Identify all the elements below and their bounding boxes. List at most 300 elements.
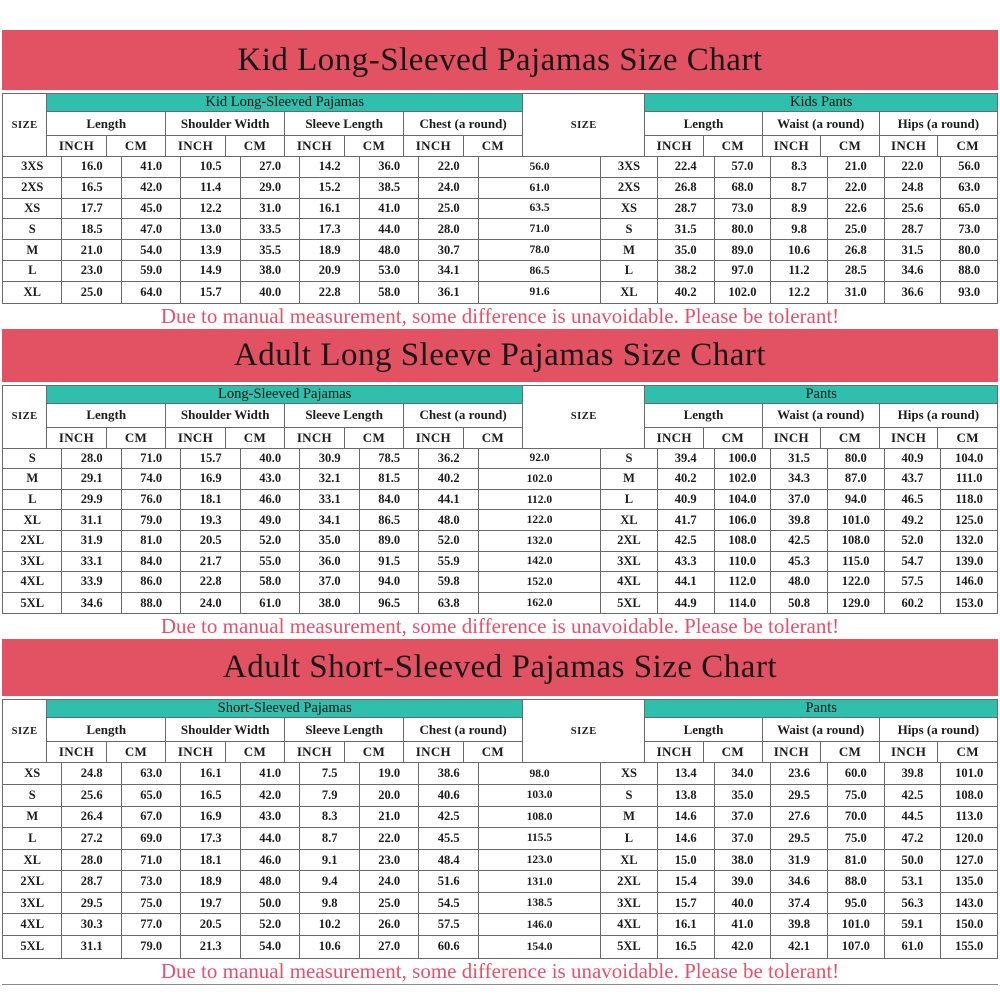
table-cell: 30.7 [419, 240, 478, 261]
table-cell: 135.0 [941, 871, 997, 893]
table-cell: 61.0 [885, 936, 942, 958]
pants-measure-headers [645, 404, 997, 428]
table-cell: 16.1 [300, 199, 359, 220]
table-row [3, 572, 997, 593]
table-cell: 59.0 [122, 261, 181, 282]
table-row [3, 893, 997, 915]
table-cell: M [601, 469, 658, 490]
table-cell: 48.4 [419, 850, 478, 872]
table-cell: 95.0 [828, 893, 885, 915]
table-cell: 2XL [3, 871, 62, 893]
table-cell: 15.7 [181, 282, 240, 303]
disclaimer-text: Due to manual measurement, some difference is unavoidable. Please be tolerant! [2, 959, 998, 985]
pajamas-header-block [47, 386, 523, 449]
unit-header: INCH [880, 742, 939, 763]
table-cell: 55.9 [419, 552, 478, 573]
table-row [3, 807, 997, 829]
table-cell: S [3, 785, 62, 807]
table-cell: 138.5 [479, 893, 601, 915]
table-cell: 45.5 [419, 828, 478, 850]
table-cell: 9.1 [300, 850, 359, 872]
table-cell: 98.0 [479, 763, 601, 785]
table-cell: 86.5 [360, 510, 419, 531]
table-cell: 20.5 [181, 531, 240, 552]
table-cell: 47.2 [885, 828, 942, 850]
table-cell: 16.1 [658, 914, 715, 936]
table-cell: 69.0 [122, 828, 181, 850]
table-cell: 40.9 [658, 490, 715, 511]
disclaimer-text: Due to manual measurement, some difference is unavoidable. Please be tolerant! [160, 614, 840, 639]
table-cell: 29.1 [62, 469, 121, 490]
unit-header: INCH [763, 428, 822, 449]
table-cell: 8.3 [771, 157, 828, 178]
table-cell: 15.7 [658, 893, 715, 915]
table-cell: 17.3 [181, 828, 240, 850]
unit-header: INCH [880, 136, 939, 157]
table-cell: XL [3, 850, 62, 872]
table-cell: 18.9 [300, 240, 359, 261]
table-cell: 7.5 [300, 763, 359, 785]
table-cell: 49.2 [885, 510, 942, 531]
table-cell: 13.4 [658, 763, 715, 785]
table-cell: 28.7 [885, 219, 942, 240]
table-cell: 31.5 [658, 219, 715, 240]
table-row [3, 469, 997, 490]
table-row [3, 199, 997, 220]
table-cell: 53.1 [885, 871, 942, 893]
table-cell: 4XL [601, 914, 658, 936]
table-cell: 41.0 [360, 199, 419, 220]
table-body [3, 157, 997, 303]
section-title: Kid Long-Sleeved Pajamas Size Chart [2, 30, 998, 90]
table-cell: 2XS [601, 178, 658, 199]
table-cell: 36.2 [419, 449, 478, 470]
table-cell: 162.0 [479, 593, 601, 614]
table-cell: 70.0 [828, 807, 885, 829]
table-cell: 4XL [3, 572, 62, 593]
table-cell: 48.0 [241, 871, 300, 893]
table-cell: 12.2 [771, 282, 828, 303]
section-title: Adult Short-Sleeved Pajamas Size Chart [2, 639, 998, 696]
table-cell: 142.0 [479, 552, 601, 573]
pants-group-header: Pants [645, 700, 997, 718]
table-cell: 38.5 [360, 178, 419, 199]
table-cell: L [601, 261, 658, 282]
table-cell: L [601, 828, 658, 850]
table-cell: 101.0 [828, 510, 885, 531]
table-cell: 78.5 [360, 449, 419, 470]
table-cell: 22.0 [360, 828, 419, 850]
table-cell: 75.0 [828, 785, 885, 807]
table-cell: 104.0 [941, 449, 997, 470]
table-cell: M [3, 469, 62, 490]
table-cell: 79.0 [122, 936, 181, 958]
table-cell: 16.5 [62, 178, 121, 199]
table-cell: 153.0 [941, 593, 997, 614]
table-cell: 4XL [3, 914, 62, 936]
table-cell: 15.0 [658, 850, 715, 872]
table-cell: 92.0 [479, 449, 601, 470]
table-cell: 33.5 [241, 219, 300, 240]
table-cell: 40.0 [241, 282, 300, 303]
pants-header-block [645, 386, 997, 449]
table-cell: 91.5 [360, 552, 419, 573]
table-cell: 16.9 [181, 469, 240, 490]
table-cell: 76.0 [122, 490, 181, 511]
table-cell: 61.0 [479, 178, 601, 199]
table-cell: 111.0 [941, 469, 997, 490]
table-cell: 30.3 [62, 914, 121, 936]
table-cell: 42.1 [771, 936, 828, 958]
table-cell: 22.8 [181, 572, 240, 593]
table-cell: 5XL [3, 936, 62, 958]
measure-column-header: Length [47, 404, 166, 428]
table-cell: 63.0 [122, 763, 181, 785]
table-cell: 19.7 [181, 893, 240, 915]
table-row [3, 936, 997, 958]
table-cell: 35.5 [241, 240, 300, 261]
unit-header: INCH [166, 742, 225, 763]
table-cell: S [3, 449, 62, 470]
table-cell: XL [601, 850, 658, 872]
table-cell: 34.6 [62, 593, 121, 614]
table-cell: 30.9 [300, 449, 359, 470]
table-cell: 37.0 [300, 572, 359, 593]
table-cell: 55.0 [241, 552, 300, 573]
table-cell: 89.0 [360, 531, 419, 552]
table-cell: 132.0 [479, 531, 601, 552]
table-cell: 89.0 [715, 240, 772, 261]
pants-unit-headers [645, 136, 997, 157]
size-column-header: SIZE [523, 94, 645, 157]
unit-header: CM [226, 428, 285, 449]
table-cell: 41.7 [658, 510, 715, 531]
table-cell: L [3, 261, 62, 282]
table-cell: XS [601, 199, 658, 220]
table-cell: 19.0 [360, 763, 419, 785]
table-row [3, 261, 997, 282]
table-cell: 115.0 [828, 552, 885, 573]
unit-header: CM [464, 136, 523, 157]
table-cell: 52.0 [885, 531, 942, 552]
table-cell: 125.0 [941, 510, 997, 531]
table-cell: 131.0 [479, 871, 601, 893]
table-cell: 54.0 [241, 936, 300, 958]
table-cell: 94.0 [828, 490, 885, 511]
table-cell: 29.0 [241, 178, 300, 199]
table-cell: 25.6 [885, 199, 942, 220]
table-cell: 25.0 [62, 282, 121, 303]
table-cell: 39.8 [771, 510, 828, 531]
pajamas-group-header: Kid Long-Sleeved Pajamas [47, 94, 523, 112]
table-cell: 18.1 [181, 850, 240, 872]
table-cell: 8.9 [771, 199, 828, 220]
table-cell: 34.0 [715, 763, 772, 785]
table-cell: 24.0 [360, 871, 419, 893]
table-cell: 38.2 [658, 261, 715, 282]
pajamas-header-block [47, 700, 523, 763]
table-cell: 16.1 [181, 763, 240, 785]
table-cell: 11.4 [181, 178, 240, 199]
table-cell: 57.5 [419, 914, 478, 936]
table-cell: 7.9 [300, 785, 359, 807]
size-column-header: SIZE [523, 700, 645, 763]
table-cell: 40.2 [419, 469, 478, 490]
table-cell: 146.0 [941, 572, 997, 593]
table-cell: 40.2 [658, 469, 715, 490]
table-cell: 50.0 [241, 893, 300, 915]
pants-unit-headers [645, 742, 997, 763]
table-cell: 39.4 [658, 449, 715, 470]
section-title: Adult Long Sleeve Pajamas Size Chart [2, 329, 998, 382]
table-cell: 87.0 [828, 469, 885, 490]
unit-header: INCH [645, 742, 704, 763]
table-cell: 44.0 [360, 219, 419, 240]
table-row [3, 828, 997, 850]
table-cell: 63.5 [479, 199, 601, 220]
table-cell: 84.0 [122, 552, 181, 573]
table-cell: 88.0 [828, 871, 885, 893]
table-cell: 50.8 [771, 593, 828, 614]
table-cell: 110.0 [715, 552, 772, 573]
table-cell: 14.6 [658, 828, 715, 850]
table-cell: 42.0 [715, 936, 772, 958]
table-cell: 42.5 [419, 807, 478, 829]
table-cell: 28.5 [828, 261, 885, 282]
table-cell: 123.0 [479, 850, 601, 872]
measure-column-header: Length [645, 404, 762, 428]
table-cell: 36.0 [300, 552, 359, 573]
table-cell: 44.1 [658, 572, 715, 593]
table-cell: 5XL [601, 593, 658, 614]
table-cell: 154.0 [479, 936, 601, 958]
table-cell: 35.0 [300, 531, 359, 552]
table-cell: 16.5 [181, 785, 240, 807]
table-cell: M [601, 240, 658, 261]
table-cell: 102.0 [479, 469, 601, 490]
table-cell: 41.0 [241, 763, 300, 785]
table-cell: 47.0 [122, 219, 181, 240]
table-cell: L [3, 828, 62, 850]
table-cell: 39.8 [771, 914, 828, 936]
table-cell: 60.2 [885, 593, 942, 614]
table-cell: 38.6 [419, 763, 478, 785]
table-cell: 29.5 [771, 785, 828, 807]
table-header [3, 94, 997, 157]
table-cell: 38.0 [241, 261, 300, 282]
table-cell: 44.0 [241, 828, 300, 850]
table-cell: 25.6 [62, 785, 121, 807]
table-cell: 37.0 [771, 490, 828, 511]
table-cell: 3XS [601, 157, 658, 178]
table-cell: S [601, 219, 658, 240]
table-cell: 54.7 [885, 552, 942, 573]
table-cell: 143.0 [941, 893, 997, 915]
table-cell: 31.0 [828, 282, 885, 303]
table-cell: 18.9 [181, 871, 240, 893]
table-cell: 93.0 [941, 282, 997, 303]
table-header [3, 386, 997, 449]
unit-header: CM [107, 136, 166, 157]
table-cell: 22.8 [300, 282, 359, 303]
table-cell: XL [3, 510, 62, 531]
unit-header: CM [821, 742, 880, 763]
table-cell: 2XL [3, 531, 62, 552]
table-cell: XL [3, 282, 62, 303]
table-row [3, 449, 997, 470]
table-cell: 51.6 [419, 871, 478, 893]
measure-column-header: Hips (a round) [880, 112, 997, 136]
unit-header: CM [464, 428, 523, 449]
table-cell: 39.8 [885, 763, 942, 785]
table-cell: 32.1 [300, 469, 359, 490]
table-row [3, 785, 997, 807]
table-cell: 15.7 [181, 449, 240, 470]
table-cell: 10.6 [300, 936, 359, 958]
pajamas-measure-headers [47, 112, 523, 136]
table-cell: 15.4 [658, 871, 715, 893]
unit-header: CM [704, 136, 763, 157]
table-cell: 44.5 [885, 807, 942, 829]
pajamas-measure-headers [47, 404, 523, 428]
table-cell: 77.0 [122, 914, 181, 936]
pajamas-header-block [47, 94, 523, 157]
table-cell: 20.5 [181, 914, 240, 936]
table-row [3, 871, 997, 893]
table-cell: XL [601, 282, 658, 303]
table-cell: 58.0 [360, 282, 419, 303]
table-cell: 14.2 [300, 157, 359, 178]
table-cell: 88.0 [941, 261, 997, 282]
table-cell: 46.5 [885, 490, 942, 511]
unit-header: INCH [285, 742, 344, 763]
table-cell: 3XL [601, 893, 658, 915]
table-cell: 78.0 [479, 240, 601, 261]
table-cell: 34.6 [885, 261, 942, 282]
table-cell: 23.0 [62, 261, 121, 282]
table-cell: 52.0 [419, 531, 478, 552]
table-cell: 31.1 [62, 936, 121, 958]
table-cell: 103.0 [479, 785, 601, 807]
table-cell: 28.0 [419, 219, 478, 240]
table-cell: 41.0 [715, 914, 772, 936]
table-cell: 16.0 [62, 157, 121, 178]
measure-column-header: Length [47, 112, 166, 136]
pajamas-unit-headers [47, 742, 523, 763]
table-cell: 26.8 [658, 178, 715, 199]
table-cell: S [3, 219, 62, 240]
pajamas-unit-headers [47, 136, 523, 157]
table-row [3, 593, 997, 614]
table-cell: 8.7 [300, 828, 359, 850]
table-cell: 17.3 [300, 219, 359, 240]
measure-column-header: Length [645, 112, 762, 136]
table-cell: 42.0 [241, 785, 300, 807]
table-cell: 112.0 [715, 572, 772, 593]
measure-column-header: Sleeve Length [285, 404, 404, 428]
table-cell: 44.1 [419, 490, 478, 511]
unit-header: INCH [47, 428, 106, 449]
table-row [3, 240, 997, 261]
unit-header: INCH [404, 428, 463, 449]
table-cell: 64.0 [122, 282, 181, 303]
table-cell: 8.3 [300, 807, 359, 829]
pajamas-group-header: Long-Sleeved Pajamas [47, 386, 523, 404]
table-cell: 112.0 [479, 490, 601, 511]
table-cell: 120.0 [941, 828, 997, 850]
table-cell: 24.0 [419, 178, 478, 199]
table-cell: 14.9 [181, 261, 240, 282]
unit-header: CM [938, 136, 997, 157]
table-cell: 29.9 [62, 490, 121, 511]
table-cell: 56.3 [885, 893, 942, 915]
table-cell: 122.0 [828, 572, 885, 593]
table-cell: 28.0 [62, 850, 121, 872]
table-cell: 26.8 [828, 240, 885, 261]
table-cell: 113.0 [941, 807, 997, 829]
table-cell: 5XL [3, 593, 62, 614]
table-cell: L [601, 490, 658, 511]
table-cell: 42.5 [658, 531, 715, 552]
table-cell: 10.5 [181, 157, 240, 178]
table-cell: 35.0 [715, 785, 772, 807]
table-cell: 22.4 [658, 157, 715, 178]
table-cell: 75.0 [122, 893, 181, 915]
unit-header: CM [704, 428, 763, 449]
table-cell: 91.6 [479, 282, 601, 303]
table-cell: M [3, 807, 62, 829]
table-cell: 31.5 [771, 449, 828, 470]
pants-measure-headers [645, 718, 997, 742]
table-cell: 25.0 [360, 893, 419, 915]
table-cell: 40.6 [419, 785, 478, 807]
table-cell: 25.0 [419, 199, 478, 220]
table-cell: 31.5 [885, 240, 942, 261]
table-cell: 18.5 [62, 219, 121, 240]
table-cell: 65.0 [122, 785, 181, 807]
table-cell: 96.5 [360, 593, 419, 614]
adult-short-sleeved-section [2, 639, 998, 984]
table-cell: 27.0 [241, 157, 300, 178]
unit-header: INCH [763, 136, 822, 157]
table-cell: XL [601, 510, 658, 531]
size-column-header: SIZE [523, 386, 645, 449]
table-cell: 106.0 [715, 510, 772, 531]
table-cell: 3XL [3, 893, 62, 915]
measure-column-header: Shoulder Width [166, 404, 285, 428]
table-cell: 13.8 [658, 785, 715, 807]
measure-column-header: Chest (a round) [404, 404, 523, 428]
table-cell: 114.0 [715, 593, 772, 614]
table-cell: 21.0 [828, 157, 885, 178]
unit-header: INCH [645, 428, 704, 449]
table-cell: 23.0 [360, 850, 419, 872]
table-cell: 63.8 [419, 593, 478, 614]
unit-header: INCH [285, 428, 344, 449]
measure-column-header: Shoulder Width [166, 718, 285, 742]
table-cell: 74.0 [122, 469, 181, 490]
unit-header: INCH [880, 428, 939, 449]
pants-group-header: Pants [645, 386, 997, 404]
table-cell: 24.8 [885, 178, 942, 199]
pants-unit-headers [645, 428, 997, 449]
unit-header: CM [821, 136, 880, 157]
table-cell: 25.0 [828, 219, 885, 240]
table-cell: 26.4 [62, 807, 121, 829]
measure-column-header: Hips (a round) [880, 718, 997, 742]
table-cell: 18.1 [181, 490, 240, 511]
table-cell: 59.1 [885, 914, 942, 936]
